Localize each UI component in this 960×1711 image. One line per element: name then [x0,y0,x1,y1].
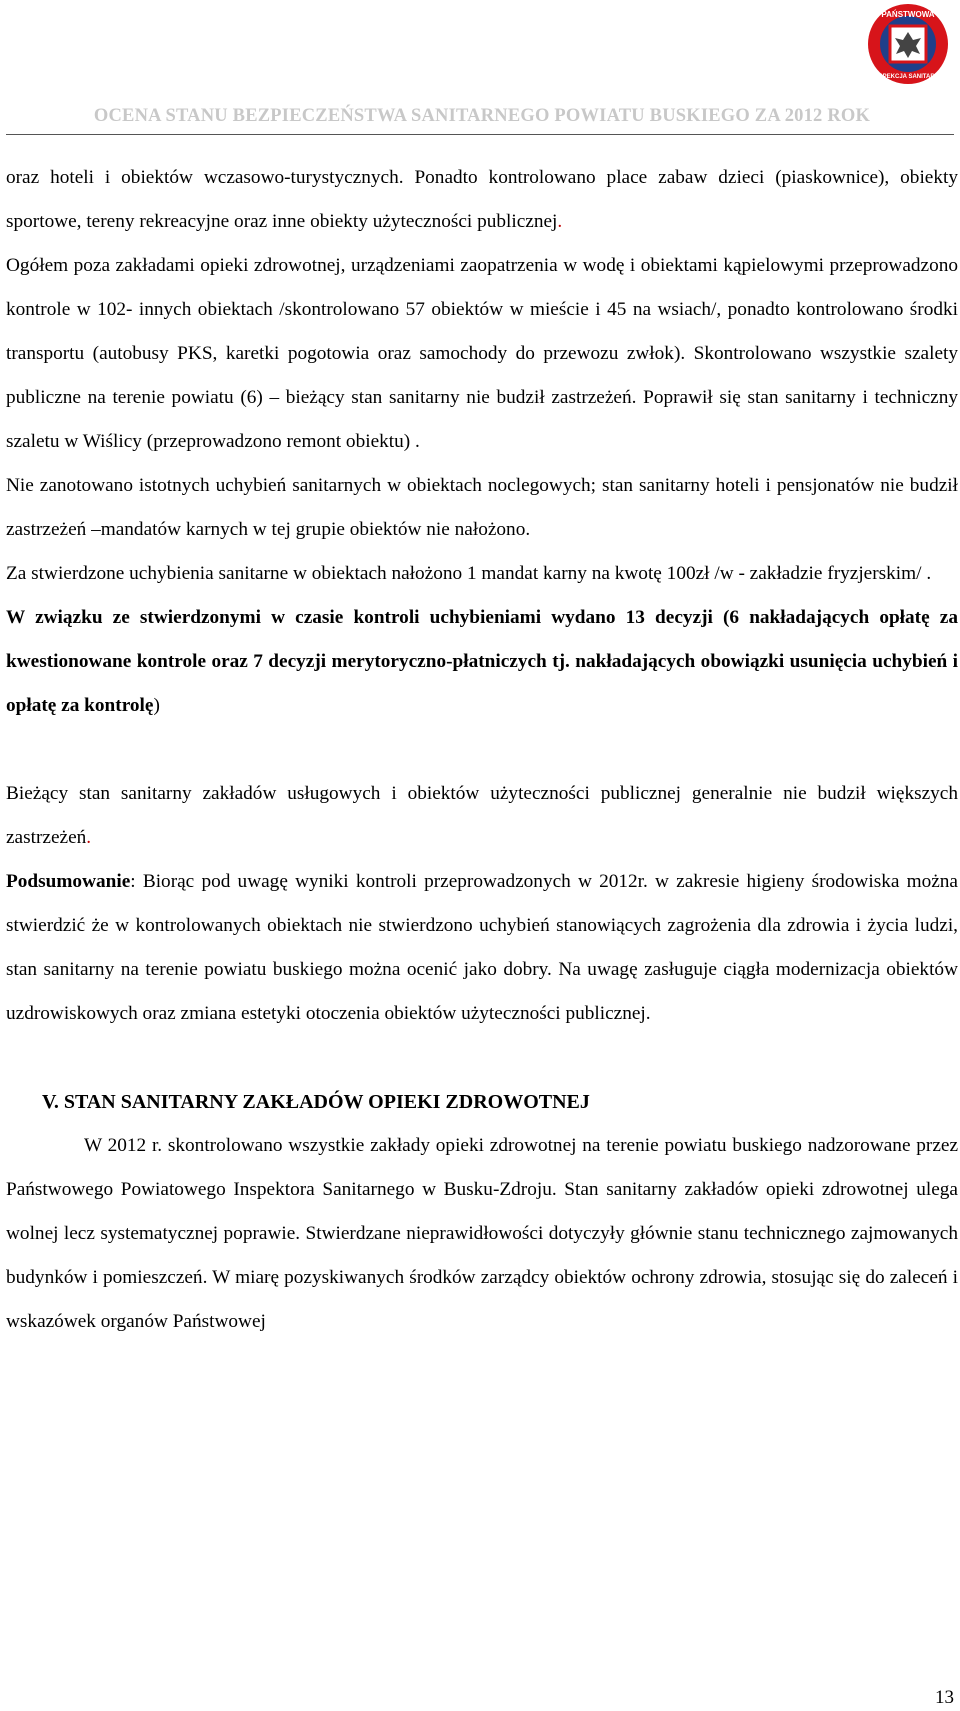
paragraph-healthcare: W 2012 r. skontrolowano wszystkie zakłady opieki zdrowotnej na terenie powiatu buskiego nadzorowane przez Państwowego Powiatowego Inspektora Sanitarnego w Busku-Zdroju. Stan sanitarny zakładów opieki zdrowotnej ulega wolnej lecz systematycznej poprawie. Stwierdzane nieprawidłowości dotyczyły głównie stanu technicznego zajmowanych budynków i pomieszczeń. W miarę pozyskiwanych środków zarządcy obiektów ochrony zdrowia, stosując się do zaleceń i wskazówek organów Państwowej [6,1135,958,1332]
spacer [6,728,958,772]
header-divider [6,134,954,135]
paragraph-intro-end: . [557,211,563,232]
page-number: 13 [935,1687,954,1708]
paragraph-services-text: Bieżący stan sanitarny zakładów usługowych i obiektów użyteczności publicznej generalnie nie budził większych zastrzeżeń [6,783,958,848]
paragraph-summary [6,860,958,1036]
paragraph-inspections-total: Ogółem poza zakładami opieki zdrowotnej, urządzeniami zaopatrzenia w wodę i obiektami kąpielowymi przeprowadzono kontrole w 102- innych obiektach /skontrolowano 57 obiektów w mieście i 45 na wsiach/, ponadto kontrolowano środki transportu (autobusy PKS, karetki pogotowia oraz samochody do przewozu zwłok). Skontrolowano wszystkie szalety publiczne na terenie powiatu (6) – bieżący stan sanitarny nie budził zastrzeżeń. Poprawił się stan sanitarny i techniczny szaletu w Wiślicy (przeprowadzono remont obiektu) . [6,255,958,452]
pis-emblem-icon [866,2,950,86]
paragraph-services-end: . [86,827,92,848]
running-header: OCENA STANU BEZPIECZEŃSTWA SANITARNEGO POWIATU BUSKIEGO ZA 2012 ROK [93,106,871,126]
paragraph-decisions-text: W związku ze stwierdzonymi w czasie kontroli uchybieniami wydano 13 decyzji (6 nakładających opłatę za kwestionowane kontrole oraz 7 decyzji merytoryczno-płatniczych tj. nakładających obowiązki usunięcia uchybień i opłatę za kontrolę [6,607,958,716]
paragraph-accommodation: Nie zanotowano istotnych uchybień sanitarnych w obiektach noclegowych; stan sanitarny hoteli i pensjonatów nie budził zastrzeżeń –mandatów karnych w tej grupie obiektów nie nałożono. [6,475,958,540]
section-heading: V. STAN SANITARNY ZAKŁADÓW OPIEKI ZDROWOTNEJ [42,1091,590,1113]
paragraph-fine: Za stwierdzone uchybienia sanitarne w obiektach nałożono 1 mandat karny na kwotę 100zł /w - zakładzie fryzjerskim/ . [6,563,932,584]
paragraph-decisions [6,596,958,728]
summary-label: Podsumowanie [6,871,131,892]
logo-top-text: PAŃSTWOWA [881,10,935,19]
summary-text: Biorąc pod uwagę wyniki kontroli przeprowadzonych w 2012r. w zakresie higieny środowiska można stwierdzić że w kontrolowanych obiektach nie stwierdzono uchybień stanowiących zagrożenia dla zdrowia i życia ludzi, stan sanitarny na terenie powiatu buskiego można ocenić jako dobry. Na uwagę zasługuje ciągła modernizacja obiektów uzdrowiskowych oraz zmiana estetyki otoczenia obiektów użyteczności publicznej. [6,871,958,1024]
paragraph-decisions-end: ) [153,695,160,716]
paragraph-services-status [6,772,958,860]
logo-bottom-text: INSPEKCJA SANITARNA [872,74,944,80]
spacer [6,1036,958,1080]
summary-colon: : [130,871,136,892]
document-body [6,156,958,1344]
paragraph-intro [6,156,958,244]
paragraph-intro-text: oraz hoteli i obiektów wczasowo-turystycznych. Ponadto kontrolowano place zabaw dzieci (piaskownice), obiekty sportowe, tereny rekreacyjne oraz inne obiekty użyteczności publicznej [6,167,958,232]
